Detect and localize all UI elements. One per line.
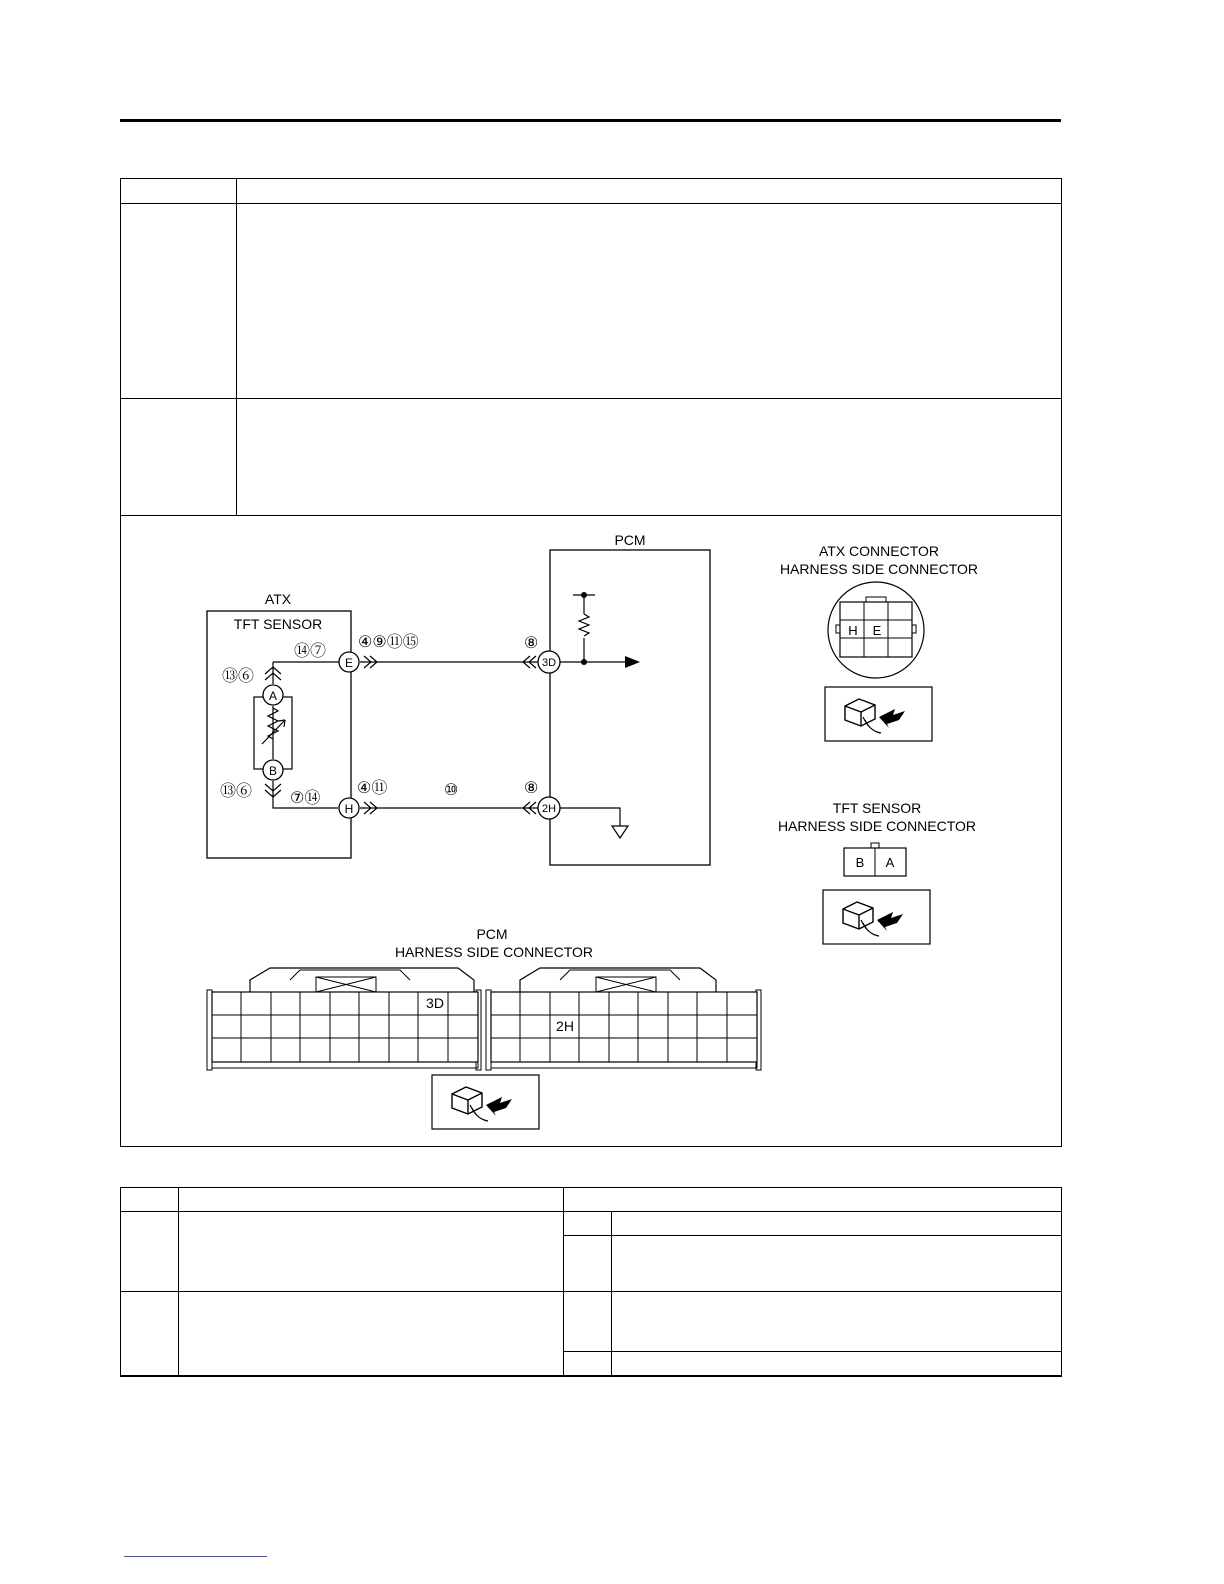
pcm-connector-left bbox=[207, 968, 481, 1070]
pcm-connector-right bbox=[486, 968, 761, 1070]
terminal-b-label: B bbox=[268, 764, 278, 778]
step-ref-2h: ⑧ bbox=[524, 780, 539, 797]
step-action-cell bbox=[612, 1236, 1062, 1292]
step-inspection-cell bbox=[179, 1212, 564, 1292]
tft-pin-a: A bbox=[885, 855, 895, 870]
tft-plug-view-icon bbox=[823, 890, 930, 944]
step-action-cell bbox=[612, 1352, 1062, 1376]
sensor-wire bbox=[273, 662, 348, 808]
ground-icon bbox=[612, 826, 628, 838]
footer-link-underline[interactable] bbox=[124, 1556, 267, 1557]
step-ref-e-right: ④⑨⑪⑮ bbox=[358, 634, 419, 651]
pcm-box bbox=[550, 550, 710, 865]
terminal-3d-label: 3D bbox=[541, 657, 557, 669]
pcm-pin-2h: 2H bbox=[556, 1018, 574, 1034]
step-action-cell bbox=[612, 1292, 1062, 1352]
step-result-cell bbox=[564, 1212, 612, 1236]
steps-header-row bbox=[121, 1188, 1062, 1212]
tft-connector-subtitle: HARNESS SIDE CONNECTOR bbox=[777, 818, 977, 834]
atx-connector-title: ATX CONNECTOR bbox=[818, 543, 940, 559]
atx-plug-view-icon bbox=[825, 687, 932, 741]
step-result-cell bbox=[564, 1352, 612, 1376]
step-row bbox=[121, 1212, 1062, 1236]
atx-connector-latch bbox=[866, 597, 886, 602]
atx-pin-h: H bbox=[848, 623, 858, 638]
step-row bbox=[121, 1292, 1062, 1352]
tft-sensor-label: TFT SENSOR bbox=[233, 616, 323, 632]
step-ref-h-right: ④⑪ bbox=[357, 780, 388, 797]
terminal-a-label: A bbox=[268, 689, 278, 703]
steps-header-inspection bbox=[179, 1188, 564, 1212]
step-number-cell bbox=[121, 1292, 179, 1376]
pcm-label: PCM bbox=[614, 532, 646, 548]
atx-label: ATX bbox=[264, 591, 292, 607]
pcm-internal-wire bbox=[560, 595, 625, 826]
step-number-cell bbox=[121, 1212, 179, 1292]
steps-table bbox=[120, 1187, 1062, 1377]
pcm-connector-subtitle: HARNESS SIDE CONNECTOR bbox=[394, 944, 594, 960]
supply-node-icon bbox=[581, 592, 587, 598]
steps-header-action bbox=[564, 1188, 1062, 1212]
steps-header-step bbox=[121, 1188, 179, 1212]
step-action-cell bbox=[612, 1212, 1062, 1236]
step-ref-b: ⑬⑥ bbox=[220, 783, 253, 800]
terminal-e-label: E bbox=[344, 656, 354, 670]
pcm-plug-view-icon bbox=[432, 1075, 539, 1129]
step-ref-wire-h: ⑩ bbox=[444, 782, 459, 799]
junction-node-icon bbox=[581, 659, 587, 665]
step-ref-a: ⑬⑥ bbox=[222, 668, 255, 685]
tft-connector-title: TFT SENSOR bbox=[832, 800, 922, 816]
pcm-connector-title: PCM bbox=[476, 926, 508, 942]
tft-connector-latch bbox=[871, 843, 879, 848]
step-ref-3d: ⑧ bbox=[524, 635, 539, 652]
step-result-cell bbox=[564, 1236, 612, 1292]
step-inspection-cell bbox=[179, 1292, 564, 1376]
tft-pin-b: B bbox=[855, 855, 865, 870]
pcm-pin-3d: 3D bbox=[426, 995, 444, 1011]
signal-arrow-icon bbox=[625, 656, 640, 668]
atx-box bbox=[207, 611, 354, 858]
terminal-h-label: H bbox=[344, 802, 354, 816]
atx-connector-subtitle: HARNESS SIDE CONNECTOR bbox=[779, 561, 979, 577]
terminal-2h-label: 2H bbox=[541, 803, 557, 815]
pullup-resistor-icon bbox=[579, 614, 589, 636]
step-result-cell bbox=[564, 1292, 612, 1352]
step-ref-h-left: ⑦⑭ bbox=[290, 790, 321, 807]
step-ref-e-left: ⑭⑦ bbox=[294, 643, 327, 660]
atx-pin-e: E bbox=[872, 623, 882, 638]
